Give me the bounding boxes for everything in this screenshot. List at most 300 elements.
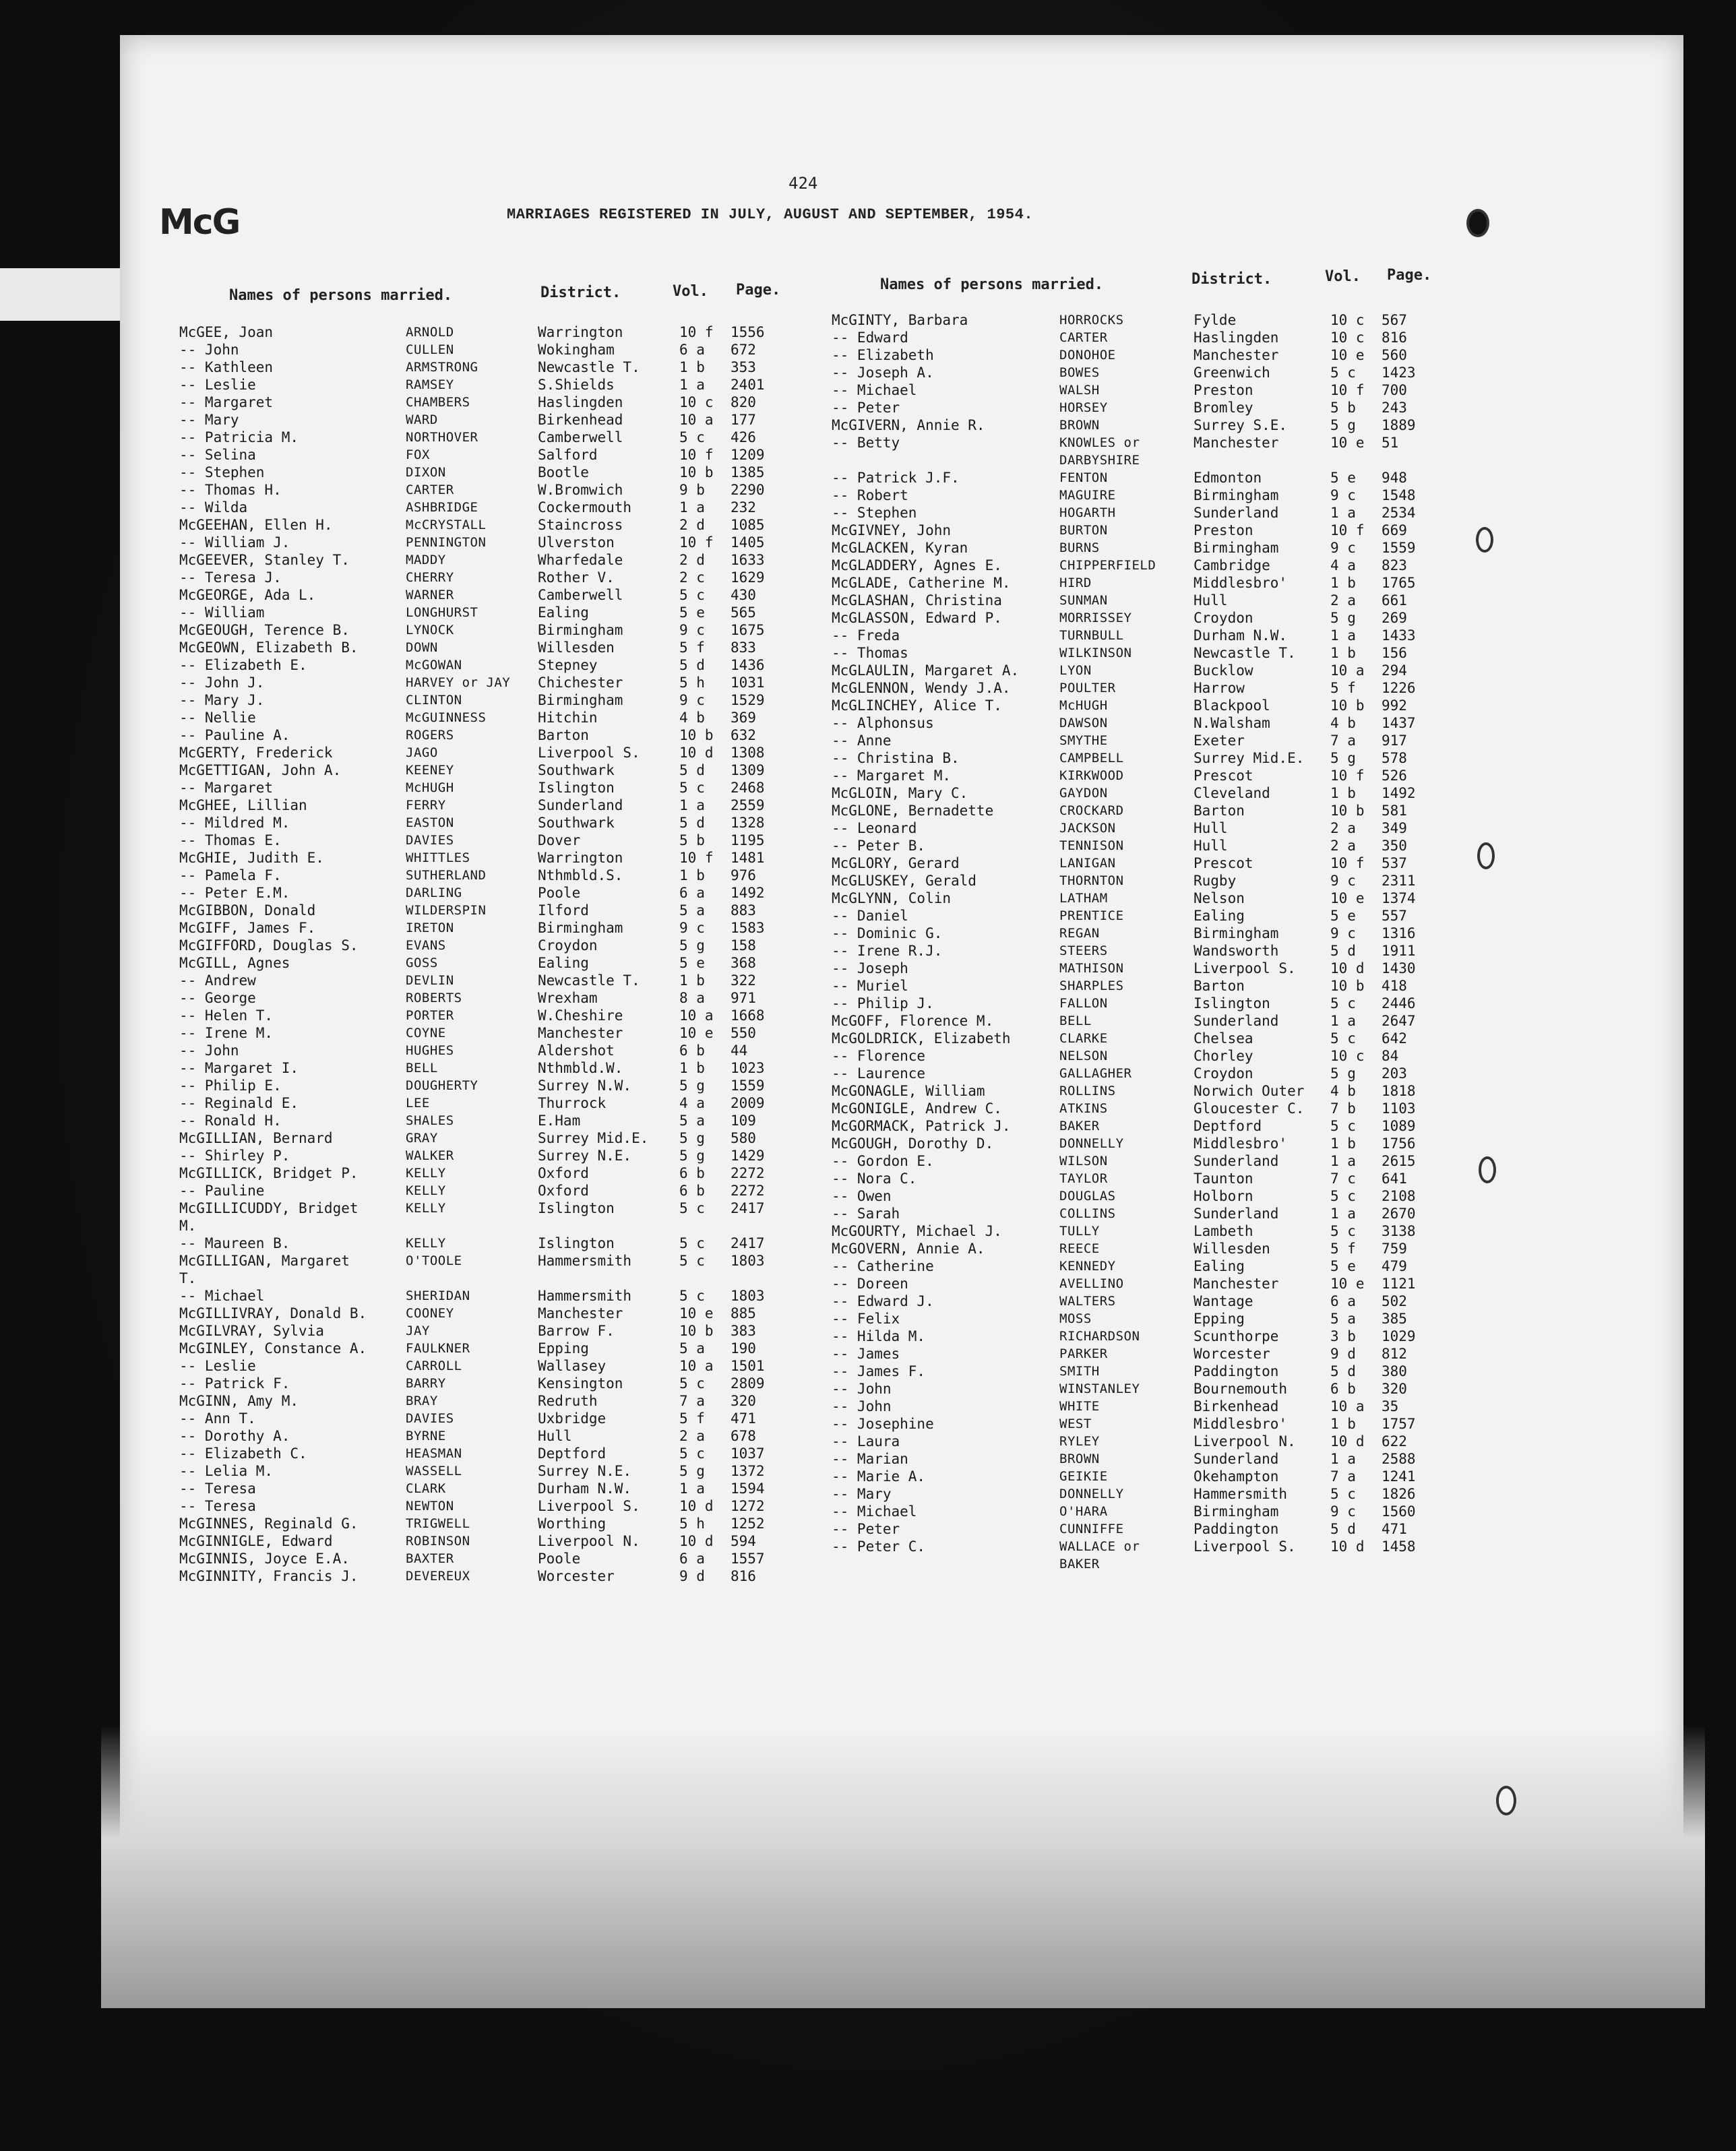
volume: 10 d <box>679 1498 714 1514</box>
person-name: -- Freda <box>832 627 900 644</box>
person-name: McGINNIGLE, Edward <box>179 1533 333 1549</box>
person-name: McGILVRAY, Sylvia <box>179 1323 324 1339</box>
spouse-surname: CARTER <box>406 482 454 497</box>
person-name: McGONAGLE, William <box>832 1083 985 1099</box>
volume: 4 b <box>1330 715 1356 731</box>
volume: 1 b <box>679 1060 705 1076</box>
person-name: -- Margaret <box>179 394 274 410</box>
district: Bournemouth <box>1194 1381 1288 1397</box>
district: Taunton <box>1194 1171 1253 1187</box>
volume: 1 b <box>679 359 705 375</box>
spouse-surname: GOSS <box>406 956 438 970</box>
page-ref: 190 <box>731 1340 756 1357</box>
person-name: -- Mary J. <box>179 692 265 708</box>
district: Wokingham <box>538 342 615 358</box>
page-ref: 1675 <box>731 622 765 638</box>
volume: 1 a <box>679 377 705 393</box>
spouse-surname: BURNS <box>1059 540 1100 555</box>
page-ref: 565 <box>731 604 756 621</box>
index-tab-label: McG <box>159 202 240 243</box>
person-name: -- Michael <box>832 382 917 398</box>
spouse-surname: NEWTON <box>406 1499 454 1514</box>
page-ref: 1423 <box>1382 365 1416 381</box>
person-name: McGEOWN, Elizabeth B. <box>179 640 359 656</box>
page-ref: 320 <box>1382 1381 1407 1397</box>
spouse-surname: BAXTER <box>406 1551 454 1566</box>
volume: 5 e <box>679 955 705 971</box>
page-title: MARRIAGES REGISTERED IN JULY, AUGUST AND SEPTEMBER, 1954. <box>507 206 1034 223</box>
page-ref: 971 <box>731 990 756 1006</box>
volume: 2 a <box>1330 838 1356 854</box>
district: Birmingham <box>1194 540 1279 556</box>
volume: 5 a <box>679 902 705 918</box>
district: Thurrock <box>538 1095 607 1111</box>
page-ref: 430 <box>731 587 756 603</box>
page-ref: 700 <box>1382 382 1407 398</box>
person-name: -- Robert <box>832 487 908 503</box>
page-ref: 1529 <box>731 692 765 708</box>
district: Ealing <box>1194 908 1245 924</box>
volume: 5 f <box>1330 1241 1356 1257</box>
spouse-surname: TAYLOR <box>1059 1171 1108 1186</box>
spouse-surname: NELSON <box>1059 1049 1108 1063</box>
district: Hitchin <box>538 710 598 726</box>
volume: 10 a <box>1330 662 1365 679</box>
page-ref: 380 <box>1382 1363 1407 1379</box>
page-ref: 2615 <box>1382 1153 1416 1169</box>
district: Barton <box>538 727 589 743</box>
volume: 5 g <box>679 1078 705 1094</box>
page-ref: 1492 <box>731 885 765 901</box>
spouse-surname: FAULKNER <box>406 1341 470 1356</box>
spouse-surname: BELL <box>406 1061 438 1076</box>
volume: 7 a <box>1330 1468 1356 1485</box>
volume: 1 a <box>1330 1451 1356 1467</box>
district: Prescot <box>1194 768 1253 784</box>
person-name: McGOVERN, Annie A. <box>832 1241 985 1257</box>
volume: 6 a <box>679 342 705 358</box>
volume: 4 b <box>679 710 705 726</box>
person-name: -- Reginald E. <box>179 1095 299 1111</box>
page-ref: 1195 <box>731 832 765 848</box>
page-ref: 294 <box>1382 662 1407 679</box>
page-ref: 1559 <box>731 1078 765 1094</box>
page-ref: 383 <box>731 1323 756 1339</box>
spouse-surname: SMITH <box>1059 1364 1100 1379</box>
spouse-surname: McGUINNESS <box>406 710 487 725</box>
page-ref: 526 <box>1382 768 1407 784</box>
person-name: -- Peter C. <box>832 1538 926 1555</box>
spouse-surname: O'HARA <box>1059 1504 1108 1519</box>
district: Hull <box>538 1428 572 1444</box>
person-name: -- Betty <box>832 435 900 451</box>
volume: 5 c <box>679 1445 705 1462</box>
district: Manchester <box>1194 347 1279 363</box>
page-ref: 1089 <box>1382 1118 1416 1134</box>
district: Poole <box>538 885 581 901</box>
district: Surrey Mid.E. <box>538 1130 649 1146</box>
volume: 6 a <box>1330 1293 1356 1309</box>
district: Harrow <box>1194 680 1245 696</box>
person-name: -- Joseph A. <box>832 365 934 381</box>
spouse-surname: HORSEY <box>1059 400 1108 415</box>
page-ref: 642 <box>1382 1030 1407 1047</box>
person-name: -- Doreen <box>832 1276 908 1292</box>
district: Manchester <box>1194 435 1279 451</box>
volume: 1 b <box>1330 1135 1356 1152</box>
page-ref: 1085 <box>731 517 765 533</box>
page-ref: 550 <box>731 1025 756 1041</box>
person-name: -- Leslie <box>179 377 256 393</box>
page-ref: 1437 <box>1382 715 1416 731</box>
page-ref: 1557 <box>731 1551 765 1567</box>
page-ref: 1385 <box>731 464 765 480</box>
district: Barton <box>1194 978 1245 994</box>
volume: 5 f <box>679 1410 705 1427</box>
spouse-surname: RAMSEY <box>406 377 454 392</box>
page-ref: 632 <box>731 727 756 743</box>
district: Wharfedale <box>538 552 623 568</box>
page-ref: 1374 <box>1382 890 1416 906</box>
volume: 8 a <box>679 990 705 1006</box>
page-ref: 1209 <box>731 447 765 463</box>
page-ref: 2670 <box>1382 1206 1416 1222</box>
district: Wallasey <box>538 1358 607 1374</box>
volume: 10 e <box>1330 435 1365 451</box>
page-ref: 471 <box>1382 1521 1407 1537</box>
page-ref: 580 <box>731 1130 756 1146</box>
district: Hull <box>1194 592 1228 609</box>
volume: 9 c <box>679 622 705 638</box>
page-ref: 2446 <box>1382 995 1416 1011</box>
page-ref: 2009 <box>731 1095 765 1111</box>
volume: 10 b <box>679 1323 714 1339</box>
district: Cambridge <box>1194 557 1270 573</box>
volume: 5 c <box>679 1235 705 1251</box>
person-name: -- Marian <box>832 1451 908 1467</box>
spouse-surname: DONOHOE <box>1059 348 1116 363</box>
person-name: McGEOUGH, Terence B. <box>179 622 350 638</box>
page-ref: 1031 <box>731 675 765 691</box>
spouse-surname: WALTERS <box>1059 1294 1116 1309</box>
page-ref: 322 <box>731 972 756 989</box>
volume: 9 c <box>1330 1503 1356 1520</box>
district: Newcastle T. <box>1194 645 1296 661</box>
header-district: District. <box>1191 271 1272 288</box>
volume: 5 c <box>1330 365 1356 381</box>
page-ref: 471 <box>731 1410 756 1427</box>
person-name: McGONIGLE, Andrew C. <box>832 1100 1002 1117</box>
district: Dover <box>538 832 581 848</box>
person-name: McGIFFORD, Douglas S. <box>179 937 359 954</box>
person-name: -- John <box>832 1398 892 1414</box>
volume: 1 a <box>1330 1206 1356 1222</box>
page-ref: 2272 <box>731 1165 765 1181</box>
page-ref: 1629 <box>731 569 765 586</box>
district: Liverpool S. <box>538 1498 640 1514</box>
person-name: McGLASSON, Edward P. <box>832 610 1002 626</box>
spouse-surname: RICHARDSON <box>1059 1329 1140 1344</box>
volume: 10 d <box>679 1533 714 1549</box>
page-ref: 1103 <box>1382 1100 1416 1117</box>
person-name: -- Elizabeth <box>832 347 934 363</box>
volume: 4 a <box>1330 557 1356 573</box>
volume: 5 e <box>1330 1258 1356 1274</box>
page-ref: 2272 <box>731 1183 765 1199</box>
person-name: McGLONE, Bernadette <box>832 803 994 819</box>
person-name: McGEE, Joan <box>179 324 274 340</box>
volume: 10 e <box>1330 890 1365 906</box>
district: Paddington <box>1194 1521 1279 1537</box>
district: Camberwell <box>538 587 623 603</box>
spouse-surname: PARKER <box>1059 1346 1108 1361</box>
person-name: -- Muriel <box>832 978 908 994</box>
volume: 5 h <box>679 675 705 691</box>
person-name: McGILLIGAN, Margaret <box>179 1253 350 1269</box>
district: Surrey N.E. <box>538 1148 632 1164</box>
volume: 2 a <box>1330 820 1356 836</box>
page-ref: 84 <box>1382 1048 1399 1064</box>
spouse-surname: WASSELL <box>406 1464 462 1478</box>
volume: 5 b <box>1330 400 1356 416</box>
page-ref: 1272 <box>731 1498 765 1514</box>
district: Birkenhead <box>538 412 623 428</box>
page-shadow <box>101 1725 1705 2008</box>
district: Willesden <box>1194 1241 1270 1257</box>
spouse-surname: SHALES <box>406 1113 454 1128</box>
page-ref: 1889 <box>1382 417 1416 433</box>
person-name: -- Teresa <box>179 1480 256 1497</box>
district: Birkenhead <box>1194 1398 1279 1414</box>
spouse-surname: WHITE <box>1059 1399 1100 1414</box>
district: Uxbridge <box>538 1410 607 1427</box>
page-ref: 2401 <box>731 377 765 393</box>
district: Willesden <box>538 640 615 656</box>
district: Ealing <box>538 955 589 971</box>
person-name: McGLORY, Gerard <box>832 855 960 871</box>
volume: 10 e <box>679 1305 714 1321</box>
page-ref: 232 <box>731 499 756 516</box>
volume: 5 a <box>679 1340 705 1357</box>
district: Hammersmith <box>538 1288 632 1304</box>
volume: 5 e <box>1330 908 1356 924</box>
page-ref: 1560 <box>1382 1503 1416 1520</box>
page-ref: 1023 <box>731 1060 765 1076</box>
person-name: -- Elizabeth C. <box>179 1445 307 1462</box>
spouse-surname: HIRD <box>1059 575 1092 590</box>
person-name: -- Leslie <box>179 1358 256 1374</box>
page-ref: 1309 <box>731 762 765 778</box>
district: Redruth <box>538 1393 598 1409</box>
person-name: -- William <box>179 604 265 621</box>
volume: 5 f <box>679 640 705 656</box>
volume: 10 f <box>1330 855 1365 871</box>
person-name: McGLENNON, Wendy J.A. <box>832 680 1011 696</box>
page-ref: 678 <box>731 1428 756 1444</box>
person-name: -- William J. <box>179 534 290 551</box>
person-name: -- Peter E.M. <box>179 885 290 901</box>
volume: 9 c <box>1330 873 1356 889</box>
spouse-surname: SHARPLES <box>1059 978 1124 993</box>
page-ref: 948 <box>1382 470 1407 486</box>
district: Durham N.W. <box>1194 627 1288 644</box>
page-ref: 1433 <box>1382 627 1416 644</box>
page-ref: 1757 <box>1382 1416 1416 1432</box>
spouse-surname: FERRY <box>406 798 446 813</box>
page-ref: 368 <box>731 955 756 971</box>
district: Middlesbro' <box>1194 1416 1288 1432</box>
person-name: -- Margaret <box>179 780 274 796</box>
page-ref: 1803 <box>731 1288 765 1304</box>
district: Worcester <box>538 1568 615 1584</box>
header-vol: Vol. <box>673 283 708 300</box>
volume: 10 a <box>679 412 714 428</box>
district: Sunderland <box>1194 1153 1279 1169</box>
person-name: McGEEHAN, Ellen H. <box>179 517 333 533</box>
spouse-surname: DOWN <box>406 640 438 655</box>
person-name: -- Pauline <box>179 1183 265 1199</box>
person-name: -- Philip E. <box>179 1078 282 1094</box>
volume: 5 c <box>679 1288 705 1304</box>
district: Liverpool N. <box>1194 1433 1296 1449</box>
person-name: McGLYNN, Colin <box>832 890 952 906</box>
volume: 10 a <box>679 1007 714 1024</box>
volume: 6 a <box>679 1551 705 1567</box>
volume: 2 c <box>679 569 705 586</box>
district: Chichester <box>538 675 623 691</box>
district: Poole <box>538 1551 581 1567</box>
page-ref: 2311 <box>1382 873 1416 889</box>
person-name: -- Michael <box>832 1503 917 1520</box>
person-name: -- Wilda <box>179 499 248 516</box>
spouse-surname: DAVIES <box>406 833 454 848</box>
volume: 3 b <box>1330 1328 1356 1344</box>
spouse-surname: JAY <box>406 1323 430 1338</box>
district: Nthmbld.W. <box>538 1060 623 1076</box>
district: Greenwich <box>1194 365 1270 381</box>
spouse-surname: JAGO <box>406 745 438 760</box>
district: Birmingham <box>1194 1503 1279 1520</box>
person-name: -- John J. <box>179 675 265 691</box>
district: Paddington <box>1194 1363 1279 1379</box>
page-ref: 1436 <box>731 657 765 673</box>
district: Middlesbro' <box>1194 1135 1288 1152</box>
spouse-surname: CULLEN <box>406 342 454 357</box>
district: Sunderland <box>1194 505 1279 521</box>
district: Liverpool N. <box>538 1533 640 1549</box>
volume: 6 a <box>679 885 705 901</box>
page-ref: 1429 <box>731 1148 765 1164</box>
district: Rugby <box>1194 873 1237 889</box>
volume: 10 d <box>1330 960 1365 976</box>
person-name: -- Stephen <box>832 505 917 521</box>
spouse-surname: MADDY <box>406 553 446 567</box>
page-ref: 1121 <box>1382 1276 1416 1292</box>
volume: 1 b <box>1330 575 1356 591</box>
person-name: -- Margaret I. <box>179 1060 299 1076</box>
district: E.Ham <box>538 1113 581 1129</box>
volume: 9 c <box>679 920 705 936</box>
volume: 1 b <box>1330 645 1356 661</box>
spouse-surname: WARNER <box>406 588 454 602</box>
spouse-surname: WARD <box>406 412 438 427</box>
district: Preston <box>1194 382 1253 398</box>
district: Newcastle T. <box>538 972 640 989</box>
person-name: McGILLICUDDY, Bridget <box>179 1200 359 1216</box>
volume: 1 b <box>679 972 705 989</box>
spouse-surname: ATKINS <box>1059 1101 1108 1116</box>
spouse-surname: MATHISON <box>1059 961 1124 976</box>
binder-hole-icon <box>1476 527 1493 553</box>
spouse-surname: AVELLINO <box>1059 1276 1124 1291</box>
volume: 2 a <box>679 1428 705 1444</box>
spouse-surname: HUGHES <box>406 1043 454 1058</box>
spouse-surname: LONGHURST <box>406 605 478 620</box>
volume: 1 a <box>679 797 705 813</box>
volume: 5 g <box>679 1130 705 1146</box>
district: Hull <box>1194 820 1228 836</box>
page-number: 424 <box>788 174 818 193</box>
spouse-surname: KNOWLES or <box>1059 435 1140 450</box>
spouse-surname: McCRYSTALL <box>406 518 487 532</box>
person-name: -- Mary <box>832 1486 892 1502</box>
page-ref: 1252 <box>731 1516 765 1532</box>
spouse-surname: TULLY <box>1059 1224 1100 1239</box>
spouse-surname: CARROLL <box>406 1359 462 1373</box>
spouse-surname: WALKER <box>406 1148 454 1163</box>
district: Nthmbld.S. <box>538 867 623 883</box>
spouse-surname: HOGARTH <box>1059 505 1116 520</box>
volume: 5 f <box>1330 680 1356 696</box>
spouse-surname: BYRNE <box>406 1429 446 1443</box>
person-name: McGORMACK, Patrick J. <box>832 1118 1011 1134</box>
person-name: McGEORGE, Ada L. <box>179 587 316 603</box>
volume: 10 f <box>1330 522 1365 538</box>
district: Edmonton <box>1194 470 1262 486</box>
page-ref: 560 <box>1382 347 1407 363</box>
district: Haslingden <box>538 394 623 410</box>
spouse-surname: GRAY <box>406 1131 438 1146</box>
spouse-surname: PORTER <box>406 1008 454 1023</box>
person-name: -- Josephine <box>832 1416 934 1432</box>
person-name: McGOURTY, Michael J. <box>832 1223 1002 1239</box>
district: Croydon <box>1194 1065 1253 1082</box>
person-name: -- Laura <box>832 1433 900 1449</box>
volume: 10 e <box>679 1025 714 1041</box>
page-ref: 203 <box>1382 1065 1407 1082</box>
spouse-surname: DARBYSHIRE <box>1059 453 1140 468</box>
district: Aldershot <box>538 1042 615 1059</box>
person-name: -- Ann T. <box>179 1410 256 1427</box>
person-name: -- Maureen B. <box>179 1235 290 1251</box>
person-name: McGINTY, Barbara <box>832 312 968 328</box>
person-name: -- Dominic G. <box>832 925 943 941</box>
volume: 7 c <box>1330 1171 1356 1187</box>
page-ref: 1594 <box>731 1480 765 1497</box>
page-ref: 641 <box>1382 1171 1407 1187</box>
person-name: McGINLEY, Constance A. <box>179 1340 367 1357</box>
district: Croydon <box>1194 610 1253 626</box>
person-name: -- Sarah <box>832 1206 900 1222</box>
spouse-surname: BROWN <box>1059 418 1100 433</box>
district: Rother V. <box>538 569 615 586</box>
page-ref: 2108 <box>1382 1188 1416 1204</box>
district: Birmingham <box>1194 487 1279 503</box>
spouse-surname: DIXON <box>406 465 446 480</box>
person-name: -- Thomas <box>832 645 908 661</box>
district: Durham N.W. <box>538 1480 632 1497</box>
district: Manchester <box>538 1305 623 1321</box>
